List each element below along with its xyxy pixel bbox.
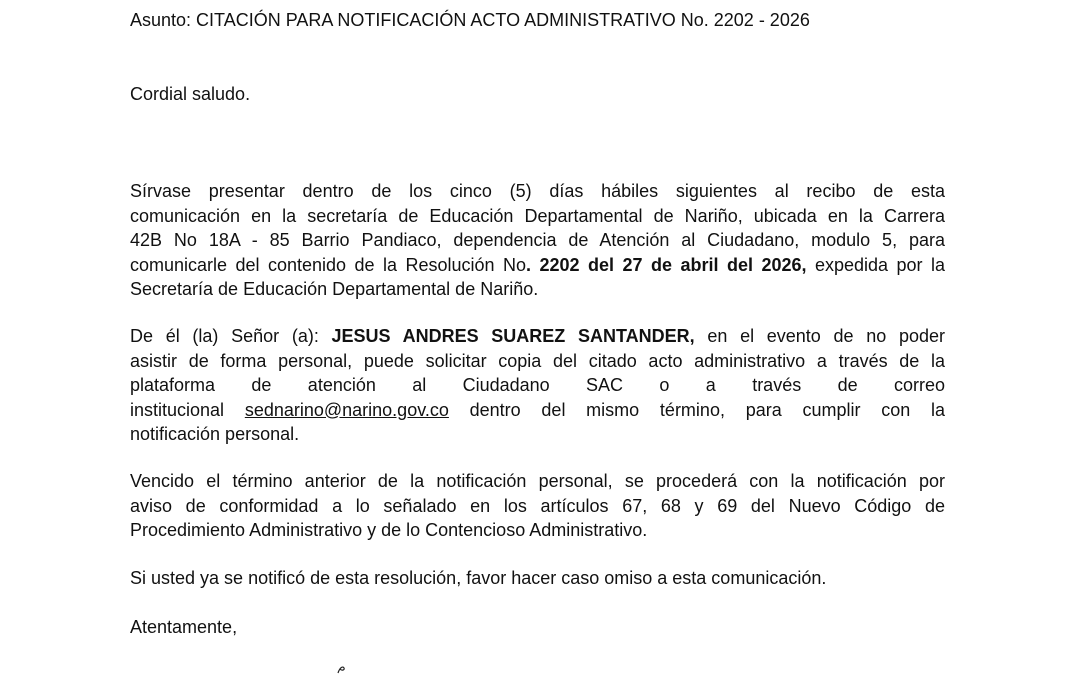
greeting <box>130 82 945 107</box>
paragraph1-line4 <box>130 253 945 278</box>
paragraph1-line2: comunicación en la secretaría de Educación Departamental de Nariño, ubicada en la Carrera <box>130 205 945 226</box>
resolution-suffix: expedida por la <box>806 254 945 275</box>
addressee-name: JESUS ANDRES SUAREZ SANTANDER, <box>331 326 695 346</box>
paragraph1-line1: Sírvase presentar dentro de los cinco (5) días hábiles siguientes al recibo de esta <box>130 181 945 201</box>
paragraph-omit <box>130 566 945 591</box>
institutional-label: institucional <box>130 399 245 420</box>
paragraph2-line3: plataforma de atención al Ciudadano SAC o a través de correo <box>130 375 945 395</box>
signature-stroke <box>336 665 348 675</box>
paragraph2-line2: asistir de forma personal, puede solicitar copia del citado acto administrativo a través de la <box>130 350 945 371</box>
resolution-number: . 2202 del 27 de abril del 2026, <box>526 254 807 275</box>
subject-line <box>130 8 945 33</box>
paragraph-citation <box>130 179 945 302</box>
closing <box>130 615 945 640</box>
paragraph1-line3: 42B No 18A - 85 Barrio Pandiaco, dependencia de Atención al Ciudadano, modulo 5, para <box>130 230 945 250</box>
closing-text: Atentamente, <box>130 617 238 637</box>
subject-text: Asunto: CITACIÓN PARA NOTIFICACIÓN ACTO ADMINISTRATIVO No. 2202 - 2026 <box>130 10 810 30</box>
paragraph-addressee <box>130 324 945 447</box>
paragraph2-line1 <box>130 324 945 349</box>
paragraph2-line5: notificación personal. <box>130 424 300 444</box>
paragraph2-line4 <box>130 398 945 423</box>
paragraph3-line3: Procedimiento Administrativo y de lo Contencioso Administrativo. <box>130 520 648 540</box>
paragraph1-line5: Secretaría de Educación Departamental de Nariño. <box>130 279 539 299</box>
paragraph3-line2: aviso de conformidad a lo señalado en los artículos 67, 68 y 69 del Nuevo Código de <box>130 495 945 516</box>
paragraph-notice <box>130 469 945 543</box>
paragraph4-text: Si usted ya se notificó de esta resolución, favor hacer caso omiso a esta comunicación. <box>130 568 827 588</box>
email-link[interactable]: sednarino@narino.gov.co <box>244 399 449 420</box>
greeting-text: Cordial saludo. <box>130 84 251 104</box>
email-suffix: dentro del mismo término, para cumplir con la <box>448 399 945 420</box>
addressee-suffix: en el evento de no poder <box>694 326 945 346</box>
resolution-prefix: comunicarle del contenido de la Resolución No <box>130 254 527 275</box>
paragraph3-line1: Vencido el término anterior de la notificación personal, se procederá con la notificación por <box>130 471 945 491</box>
addressee-prefix: De él (la) Señor (a): <box>130 326 332 346</box>
